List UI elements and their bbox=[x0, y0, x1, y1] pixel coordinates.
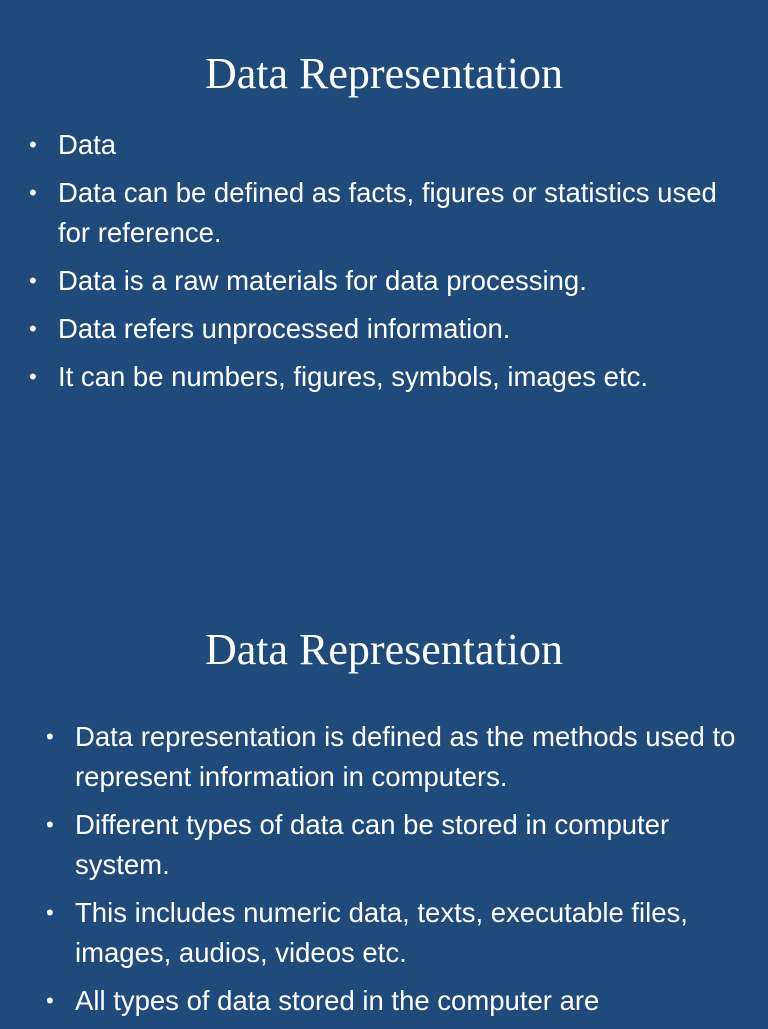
slide-2-title: Data Representation bbox=[205, 625, 563, 674]
bullet-icon: • bbox=[29, 180, 37, 205]
bullet-item bbox=[46, 805, 746, 885]
slide-1-bullet-list bbox=[29, 125, 744, 405]
bullet-icon: • bbox=[29, 268, 37, 293]
bullet-text: Different types of data can be stored in computer system. bbox=[75, 809, 670, 880]
bullet-item bbox=[46, 981, 746, 1021]
bullet-item bbox=[46, 717, 746, 797]
slide-1-title: Data Representation bbox=[205, 49, 563, 98]
bullet-text: Data refers unprocessed information. bbox=[58, 313, 511, 344]
bullet-item bbox=[29, 173, 744, 253]
bullet-icon: • bbox=[46, 724, 54, 749]
bullet-icon: • bbox=[29, 316, 37, 341]
bullet-text: Data representation is defined as the methods used to represent information in computers. bbox=[75, 721, 736, 792]
bullet-icon: • bbox=[29, 364, 37, 389]
bullet-icon: • bbox=[46, 812, 54, 837]
bullet-icon: • bbox=[46, 900, 54, 925]
bullet-text: Data bbox=[58, 129, 117, 160]
slide-2-bullet-list bbox=[46, 717, 746, 1029]
bullet-text: This includes numeric data, texts, executable files, images, audios, videos etc. bbox=[75, 897, 688, 968]
bullet-item bbox=[46, 893, 746, 973]
bullet-text: Data can be defined as facts, figures or statistics used for reference. bbox=[58, 177, 717, 248]
bullet-icon: • bbox=[29, 132, 37, 157]
bullet-item bbox=[29, 357, 744, 397]
bullet-item bbox=[29, 309, 744, 349]
bullet-text: All types of data stored in the computer are bbox=[75, 985, 600, 1016]
bullet-item bbox=[29, 261, 744, 301]
bullet-text: It can be numbers, figures, symbols, images etc. bbox=[58, 361, 648, 392]
bullet-text: Data is a raw materials for data processing. bbox=[58, 265, 587, 296]
bullet-icon: • bbox=[46, 988, 54, 1013]
bullet-item bbox=[29, 125, 744, 165]
